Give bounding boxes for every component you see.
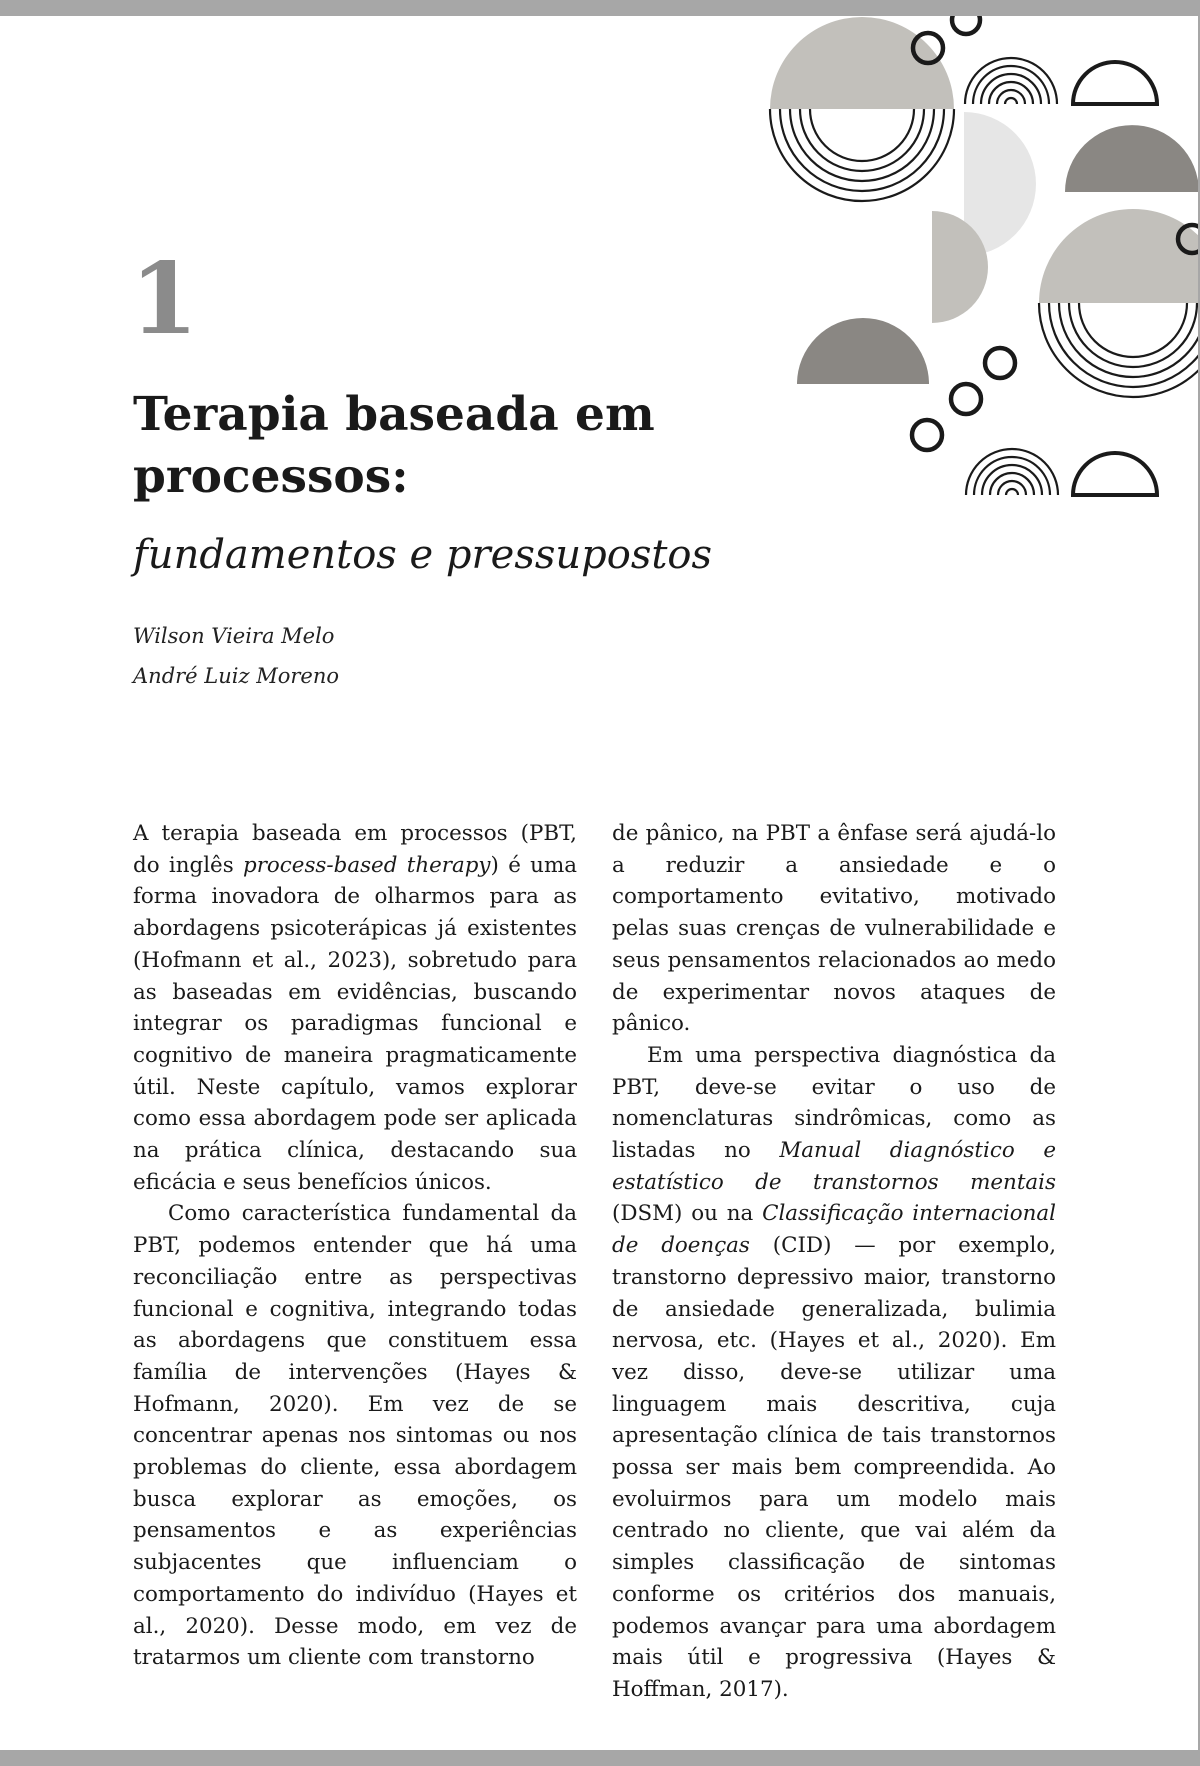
author-name: André Luiz Moreno — [133, 664, 339, 688]
text-column-right — [612, 818, 1056, 1706]
chapter-title: Terapia baseada em processos: — [133, 387, 655, 504]
half-circle-outline-icon — [1073, 453, 1157, 495]
half-circle-outline-icon — [1073, 62, 1157, 104]
italic-title: Classificação internacional de doenças — [612, 1201, 1056, 1259]
paragraph: Como característica fundamental da PBT, podemos entender que há uma reconciliação entre as perspectivas funcional e cognitiva, integrando todas as abordagens que constituem essa família de intervenções (Hayes & Hofmann, 2020). Em vez de se concentrar apenas nos sintomas ou nos problemas do cliente, essa abordagem busca explorar as emoções, os pensamentos e as experiências subjacentes que influenciam o comportamento do indivíduo (Hayes et al., 2020). Desse modo, em vez de tratarmos um cliente com transtorno — [133, 1201, 577, 1671]
rainbow-arcs-icon — [966, 449, 1058, 495]
chapter-number: 1 — [130, 242, 199, 357]
rainbow-arcs-icon — [965, 58, 1057, 104]
ring-icon — [951, 384, 981, 414]
text-run: ) é uma forma inovadora de olharmos para as abordagens psicoterápicas já existentes (Hofmann et al., 2023), sobretudo para as baseadas em evidências, buscando integrar os paradigmas funcional e cognitivo de maneira pragmaticamente útil. Neste capítulo, vamos explorar como essa abordagem pode ser aplicada na prática clínica, destacando sua eficácia e seus benefícios únicos. — [133, 852, 577, 1195]
text-run: (DSM) ou na — [612, 1201, 763, 1227]
paragraph — [612, 1040, 1056, 1706]
text-run: A terapia baseada em processos (PBT, do inglês — [133, 821, 577, 878]
half-circle-shape — [1039, 209, 1198, 303]
author-list — [133, 616, 339, 696]
italic-term: process-based therapy — [243, 852, 491, 878]
ring-icon — [912, 420, 942, 450]
concentric-arcs-icon — [1039, 303, 1198, 397]
paragraph: de pânico, na PBT a ênfase será ajudá-lo a reduzir a ansiedade e o comportamento evitativo, motivado pelas suas crenças de vulnerabilidade e seus pensamentos relacionados ao medo de experimentar novos ataques de pânico. — [612, 821, 1056, 1037]
ring-icon — [985, 348, 1015, 378]
paragraph — [133, 818, 577, 1198]
italic-title: Manual diagnóstico e estatístico de transtornos mentais — [612, 1138, 1056, 1195]
half-circle-shape — [1065, 125, 1198, 192]
text-run: Em uma perspectiva diagnóstica da PBT, deve-se evitar o uso de nomenclaturas sindrômicas, como as listadas no — [612, 1042, 1056, 1164]
half-circle-shape — [797, 318, 929, 384]
book-page — [0, 16, 1198, 1750]
concentric-arcs-icon — [770, 109, 954, 201]
text-column-left — [133, 818, 577, 1674]
author-name: Wilson Vieira Melo — [133, 624, 335, 648]
text-run: (CID) — por exemplo, transtorno depressivo maior, transtorno de ansiedade generalizada, bulimia nervosa, etc. (Hayes et al., 2020). Em vez disso, deve-se utilizar uma linguagem mais descritiva, cuja apresentação clínica de tais transtornos possa ser mais bem compreendida. Ao evoluirmos para um modelo mais centrado no cliente, que vai além da simples classificação de sintomas conforme os critérios dos manuais, podemos avançar para uma abordagem mais útil e progressiva (Hayes & Hoffman, 2017). — [612, 1233, 1057, 1702]
ring-icon — [952, 16, 980, 34]
chapter-subtitle: fundamentos e pressupostos — [133, 532, 713, 578]
